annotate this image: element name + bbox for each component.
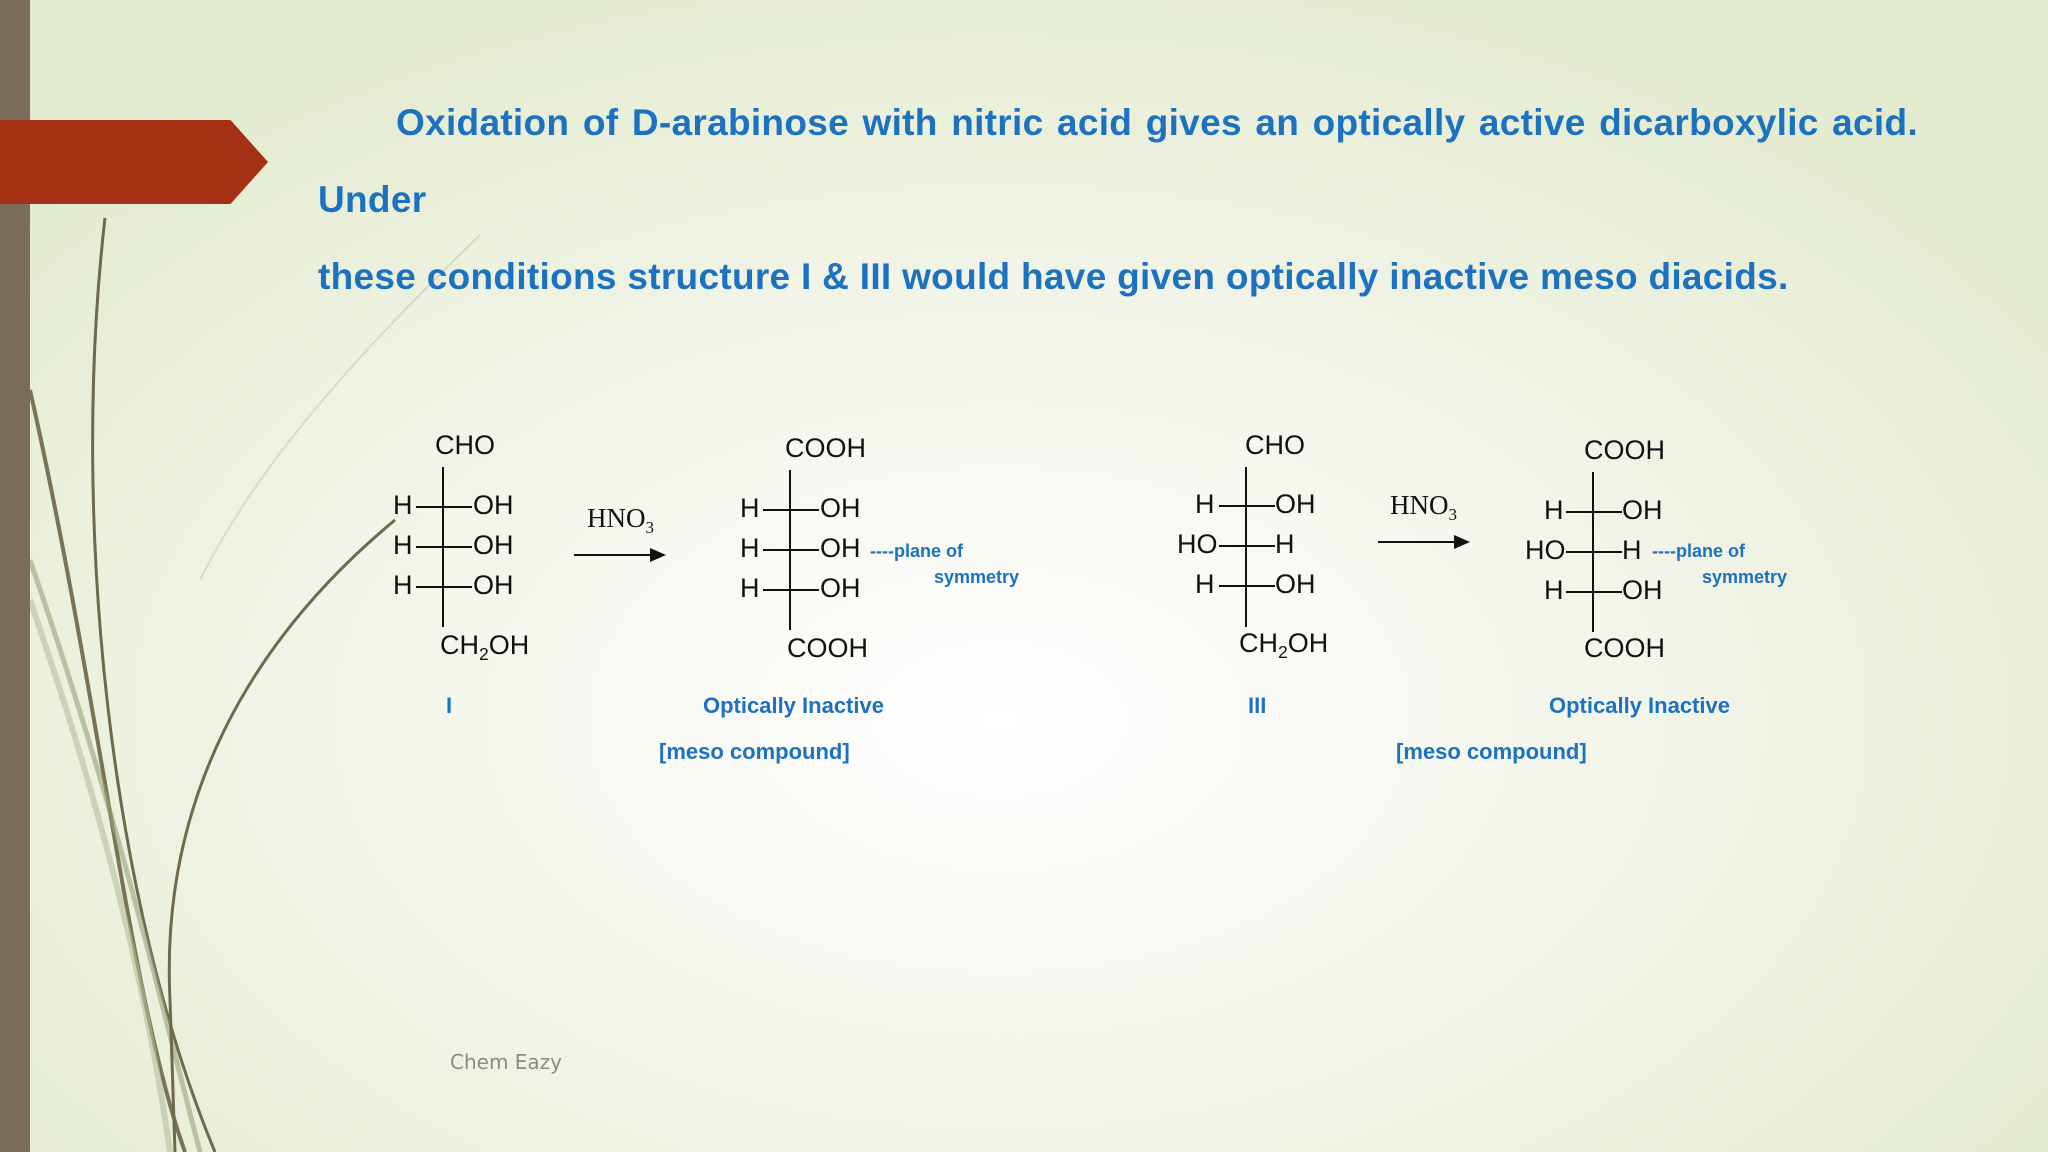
top-group: CHO (435, 430, 495, 460)
horizontal-bond (416, 546, 472, 548)
bottom-group: $CH_2OH$ (1239, 628, 1329, 663)
symmetry-label: symmetry (934, 567, 1020, 587)
structure-label: III (1248, 693, 1267, 718)
horizontal-bond (1219, 585, 1275, 587)
right-substituent: OH (1622, 495, 1663, 525)
structure-label: I (446, 693, 453, 718)
right-substituent: OH (820, 533, 861, 563)
red-arrow-tab (0, 120, 268, 204)
plane-of-symmetry-label: ----plane of (870, 541, 963, 561)
reagent-label: $HNO_3$ (1390, 490, 1457, 524)
left-substituent: H (393, 570, 413, 600)
top-group: CHO (1245, 430, 1305, 460)
right-substituent: OH (473, 530, 514, 560)
horizontal-bond (763, 549, 819, 551)
right-substituent: OH (473, 490, 514, 520)
meso-compound-label: [meso compound] (659, 739, 850, 764)
right-substituent: OH (820, 573, 861, 603)
right-substituent: OH (1275, 489, 1316, 519)
top-group: COOH (1584, 435, 1665, 465)
left-substituent: H (393, 490, 413, 520)
heading-line-2: these conditions structure I & III would have given optically inactive meso diacids. (318, 256, 1789, 297)
slide-heading (318, 84, 1918, 315)
horizontal-bond (763, 509, 819, 511)
horizontal-bond (1566, 551, 1622, 553)
bottom-group: $CH_2OH$ (440, 630, 530, 665)
left-substituent: H (740, 573, 760, 603)
left-substituent: H (1195, 569, 1215, 599)
meso-compound-label: [meso compound] (1396, 739, 1587, 764)
symmetry-label: symmetry (1702, 567, 1788, 587)
right-substituent: OH (1622, 575, 1663, 605)
plane-of-symmetry-label: ----plane of (1652, 541, 1745, 561)
right-substituent: OH (1275, 569, 1316, 599)
vertical-bond (1245, 467, 1247, 627)
horizontal-bond (1566, 511, 1622, 513)
horizontal-bond (1566, 591, 1622, 593)
horizontal-bond (416, 506, 472, 508)
footer-text: Chem Eazy (450, 1050, 563, 1074)
bottom-group: COOH (1584, 633, 1665, 663)
left-substituent: H (393, 530, 413, 560)
horizontal-bond (1219, 505, 1275, 507)
left-substituent: HO (1177, 529, 1218, 559)
left-substituent: H (740, 533, 760, 563)
optically-inactive-label: Optically Inactive (1549, 693, 1730, 718)
right-substituent: OH (820, 493, 861, 523)
left-substituent: H (1195, 489, 1215, 519)
reaction-arrow (1378, 541, 1466, 543)
optically-inactive-label: Optically Inactive (703, 693, 884, 718)
reagent-label: $HNO_3$ (587, 503, 654, 537)
bottom-group: COOH (787, 633, 868, 663)
horizontal-bond (416, 586, 472, 588)
right-substituent: OH (473, 570, 514, 600)
top-group: COOH (785, 433, 866, 463)
left-substituent: H (740, 493, 760, 523)
right-substituent: H (1622, 535, 1642, 565)
left-substituent: H (1544, 575, 1564, 605)
horizontal-bond (1219, 545, 1275, 547)
horizontal-bond (763, 589, 819, 591)
heading-line-1: Oxidation of D-arabinose with nitric acid gives an optically active dicarboxylic acid. Under (318, 102, 1918, 220)
reaction-arrow (574, 554, 662, 556)
left-substituent: HO (1525, 535, 1566, 565)
left-substituent: H (1544, 495, 1564, 525)
right-substituent: H (1275, 529, 1295, 559)
